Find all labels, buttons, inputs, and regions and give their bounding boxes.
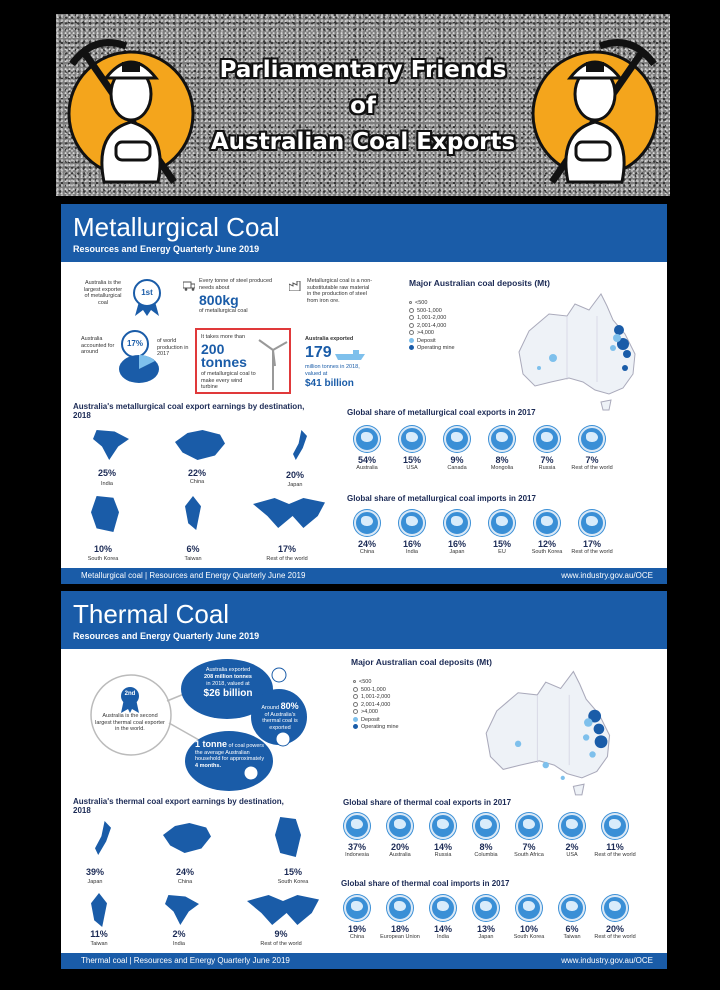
- largest-exporter-text: Australia is the largest exporter of metallurgical coal: [83, 280, 123, 306]
- globe-icon: [444, 426, 470, 452]
- thermal-title: Thermal Coal: [73, 599, 230, 629]
- legend-item: <500: [353, 679, 399, 687]
- share-name: India: [437, 934, 449, 940]
- globe-icon: [430, 813, 456, 839]
- thm-earn-name: Rest of the world: [260, 941, 302, 947]
- thermal-header: [61, 591, 667, 649]
- japan-shape: [95, 821, 111, 855]
- wind-post-text: of metallurgical coal to make every wind turbine: [201, 371, 256, 390]
- share-item: [568, 426, 616, 471]
- share-pct: 15%: [492, 539, 511, 549]
- thm-earn-pct: 11%: [90, 929, 108, 939]
- second-largest-text: Australia is the second largest thermal coal exporter in the world.: [95, 713, 165, 732]
- truck-icon: [183, 278, 195, 288]
- share-item: [505, 895, 553, 940]
- legend-item: >4,000: [353, 709, 399, 717]
- exported-bubble-line: in 2018, valued at: [206, 681, 250, 687]
- share-name: Australia: [356, 465, 378, 471]
- south-korea-shape: [91, 496, 119, 532]
- share-name: South Africa: [514, 852, 544, 858]
- share-pct: 7%: [540, 455, 554, 465]
- thermal-subtitle: Resources and Energy Quarterly June 2019: [73, 631, 260, 641]
- share-pct: 20%: [605, 924, 624, 934]
- thm-earnings-title: Australia's thermal coal export earnings by destination, 2018: [73, 797, 284, 815]
- thm-exports-title: Global share of thermal coal exports in 2017: [343, 798, 512, 807]
- share-pct: 24%: [357, 539, 376, 549]
- thm-earn-name: India: [173, 941, 185, 947]
- tonne-rest: of coal powers the average Australian household for approximately: [195, 743, 265, 762]
- share-item: [548, 895, 596, 940]
- tonne-big: 1 tonne: [195, 739, 228, 749]
- miner-logo-right: [528, 32, 662, 190]
- share-pct: 17%: [582, 539, 601, 549]
- first-place-rosette-icon: [131, 278, 163, 318]
- metallurgical-footer: [61, 568, 667, 584]
- rank-label: 2nd: [124, 691, 136, 697]
- around-pct: 80%: [280, 701, 299, 711]
- accounted-text: Australia accounted for around: [81, 336, 115, 355]
- tonne-bubble: [189, 741, 269, 769]
- share-pct: 16%: [402, 539, 421, 549]
- met-earn-name: China: [189, 479, 205, 485]
- share-name: Columbia: [474, 852, 498, 858]
- thm-earn-pct: 39%: [85, 867, 104, 877]
- exported-bubble: [187, 667, 269, 700]
- share-item: [376, 895, 424, 940]
- share-name: Mongolia: [490, 465, 514, 471]
- world-production-text: of world production in 2017: [157, 338, 189, 357]
- share-item: [478, 510, 526, 555]
- share-name: Taiwan: [563, 934, 581, 940]
- globe-icon: [399, 426, 425, 452]
- world-map-shape: [247, 895, 319, 925]
- legend-item: Deposit: [353, 717, 399, 725]
- japan-shape: [293, 430, 307, 460]
- thermal-panel: [61, 591, 667, 969]
- legend-item: 1,001-2,000: [353, 694, 399, 702]
- share-item: [478, 426, 526, 471]
- met-earn-name: India: [101, 481, 113, 487]
- share-pct: 8%: [495, 455, 509, 465]
- share-name: Rest of the world: [571, 465, 613, 471]
- exported-bubble-line: Australia exported: [205, 667, 251, 673]
- steel-sub: of metallurgical coal: [199, 308, 248, 314]
- share-pct: 14%: [433, 924, 452, 934]
- thermal-footer: [61, 953, 667, 969]
- taiwan-shape: [185, 496, 201, 530]
- legend-item: >4,000: [409, 330, 455, 338]
- factory-icon: [289, 278, 303, 288]
- non-substitutable-text: Metallurgical coal is a non-substitutable raw material in the production of steel from iron ore.: [307, 278, 373, 304]
- globe-icon: [579, 426, 605, 452]
- world-share-badge: 17%: [121, 330, 149, 358]
- share-pct: 2%: [565, 842, 579, 852]
- share-pct: 18%: [390, 924, 409, 934]
- exported-value: $41 billion: [305, 378, 354, 389]
- globe-icon: [444, 510, 470, 536]
- met-earn-pct: 25%: [97, 468, 116, 478]
- banner-title: [196, 52, 530, 160]
- legend-item: <500: [409, 300, 455, 308]
- globe-icon: [516, 813, 542, 839]
- globe-icon: [534, 426, 560, 452]
- share-pct: 16%: [447, 539, 466, 549]
- share-item: [343, 510, 391, 555]
- share-item: [523, 510, 571, 555]
- share-pct: 11%: [606, 842, 624, 852]
- met-earn-pct: 6%: [186, 544, 200, 554]
- australia-map: [475, 663, 625, 797]
- taiwan-shape: [91, 893, 107, 927]
- thm-earn-pct: 2%: [172, 929, 186, 939]
- banner-title-line3: Australian Coal Exports: [210, 129, 516, 155]
- legend-item: Operating mine: [409, 345, 455, 353]
- share-name: Russia: [538, 465, 556, 471]
- met-map-legend: [409, 300, 455, 353]
- met-earnings-title: Australia's metallurgical coal export earnings by destination, 2018: [73, 402, 305, 420]
- exported-number: 179: [305, 344, 332, 361]
- second-place-rosette-icon: [115, 685, 145, 713]
- share-pct: 10%: [519, 924, 538, 934]
- share-pct: 7%: [522, 842, 536, 852]
- met-imports-title: Global share of metallurgical coal imports in 2017: [347, 494, 536, 503]
- globe-icon: [602, 813, 628, 839]
- banner: [56, 14, 670, 196]
- share-item: [333, 895, 381, 940]
- share-pct: 20%: [390, 842, 409, 852]
- steel-kg: 800kg: [199, 292, 239, 308]
- met-map-title: Major Australian coal deposits (Mt): [409, 278, 550, 288]
- around-bubble: [257, 703, 303, 731]
- share-name: Indonesia: [345, 852, 369, 858]
- legend-item: 500-1,000: [353, 687, 399, 695]
- rank-label: 1st: [141, 288, 153, 297]
- globe-icon: [430, 895, 456, 921]
- banner-title-line1: Parliamentary Friends: [219, 57, 507, 83]
- globe-icon: [602, 895, 628, 921]
- share-name: Australia: [389, 852, 411, 858]
- share-item: [462, 813, 510, 858]
- globe-pie-icon: [117, 354, 161, 384]
- share-item: [591, 813, 639, 858]
- met-earn-pct: 20%: [285, 470, 304, 480]
- share-item: [433, 426, 481, 471]
- share-pct: 54%: [357, 455, 376, 465]
- metallurgical-title: Metallurgical Coal: [73, 212, 280, 242]
- legend-item: 500-1,000: [409, 308, 455, 316]
- share-name: USA: [566, 852, 578, 858]
- share-item: [376, 813, 424, 858]
- banner-title-line2: of: [350, 93, 376, 119]
- globe-icon: [489, 426, 515, 452]
- footer-left: Metallurgical coal | Resources and Energy Quarterly June 2019: [81, 571, 306, 580]
- share-item: [433, 510, 481, 555]
- globe-icon: [559, 813, 585, 839]
- thm-earn-pct: 9%: [274, 929, 288, 939]
- share-name: EU: [498, 549, 506, 555]
- thm-earn-name: Taiwan: [90, 941, 108, 947]
- globe-icon: [534, 510, 560, 536]
- globe-icon: [489, 510, 515, 536]
- met-earn-name: Rest of the world: [266, 556, 308, 562]
- share-name: China: [359, 549, 375, 555]
- exported-bubble-value: $26 billion: [203, 688, 253, 699]
- share-item: [591, 895, 639, 940]
- wind-pre-text: It takes more than: [201, 334, 246, 340]
- share-pct: 14%: [433, 842, 452, 852]
- share-item: [388, 426, 436, 471]
- legend-item: Operating mine: [353, 724, 399, 732]
- steel-text: Every tonne of steel produced needs about: [199, 278, 273, 291]
- share-name: South Korea: [531, 549, 563, 555]
- india-shape: [165, 895, 199, 925]
- share-item: [523, 426, 571, 471]
- met-earn-pct: 10%: [93, 544, 112, 554]
- share-pct: 9%: [450, 455, 464, 465]
- share-item: [419, 813, 467, 858]
- met-earn-pct: 22%: [187, 468, 206, 478]
- legend-item: Deposit: [409, 338, 455, 346]
- china-shape: [163, 823, 211, 853]
- share-pct: 7%: [585, 455, 599, 465]
- exported-sub: million tonnes in 2018, valued at: [305, 364, 360, 377]
- globe-icon: [473, 895, 499, 921]
- share-name: India: [406, 549, 418, 555]
- metallurgical-panel: [61, 204, 667, 584]
- globe-icon: [387, 895, 413, 921]
- legend-item: 2,001-4,000: [409, 323, 455, 331]
- australia-map: [509, 286, 649, 412]
- world-map-shape: [253, 498, 325, 528]
- share-item: [343, 426, 391, 471]
- metallurgical-header: [61, 204, 667, 262]
- met-earn-name: Japan: [287, 482, 303, 488]
- india-shape: [93, 430, 129, 460]
- globe-icon: [399, 510, 425, 536]
- met-earn-name: Taiwan: [184, 556, 202, 562]
- exported-bubble-tonnes: 208 million tonnes: [204, 674, 252, 680]
- thm-map-title: Major Australian coal deposits (Mt): [351, 657, 492, 667]
- south-korea-shape: [275, 817, 301, 857]
- share-pct: 13%: [476, 924, 495, 934]
- globe-icon: [344, 813, 370, 839]
- share-name: China: [349, 934, 365, 940]
- share-name: Russia: [434, 852, 452, 858]
- thm-imports-title: Global share of thermal coal imports in 2017: [341, 879, 510, 888]
- globe-icon: [344, 895, 370, 921]
- thm-earn-name: Japan: [87, 879, 103, 885]
- footer-link[interactable]: www.industry.gov.au/OCE: [561, 571, 653, 580]
- footer-link[interactable]: www.industry.gov.au/OCE: [561, 956, 653, 965]
- globe-icon: [354, 426, 380, 452]
- share-pct: 12%: [537, 539, 556, 549]
- met-exports-title: Global share of metallurgical coal exports in 2017: [347, 408, 536, 417]
- around-label: Around: [261, 705, 280, 711]
- share-item: [419, 895, 467, 940]
- exported-label: Australia exported: [305, 336, 354, 342]
- globe-icon: [516, 895, 542, 921]
- legend-item: 1,001-2,000: [409, 315, 455, 323]
- china-shape: [175, 430, 225, 460]
- thm-earn-name: South Korea: [277, 879, 309, 885]
- globe-icon: [387, 813, 413, 839]
- globe-icon: [473, 813, 499, 839]
- around-sub: of Australia's thermal coal is exported: [262, 711, 298, 731]
- share-item: [462, 895, 510, 940]
- globe-icon: [559, 895, 585, 921]
- wind-tonnes-number: 200: [201, 341, 225, 357]
- share-pct: 19%: [347, 924, 366, 934]
- met-earn-pct: 17%: [277, 544, 296, 554]
- share-name: Rest of the world: [571, 549, 613, 555]
- share-name: European Union: [380, 934, 420, 940]
- share-item: [388, 510, 436, 555]
- globe-icon: [579, 510, 605, 536]
- met-earn-name: South Korea: [87, 556, 119, 562]
- footer-left: Thermal coal | Resources and Energy Quarterly June 2019: [81, 956, 290, 965]
- share-item: [548, 813, 596, 858]
- share-pct: 37%: [347, 842, 366, 852]
- share-item: [505, 813, 553, 858]
- legend-item: 2,001-4,000: [353, 702, 399, 710]
- share-pct: 15%: [402, 455, 421, 465]
- share-pct: 8%: [479, 842, 493, 852]
- tonne-months: 4 months.: [195, 762, 221, 769]
- wind-tonnes-unit: tonnes: [201, 354, 247, 370]
- thm-map-legend: [353, 679, 399, 732]
- miner-logo-left: [64, 32, 198, 190]
- share-name: Rest of the world: [594, 934, 636, 940]
- ship-icon: [335, 350, 365, 360]
- thm-earn-name: China: [177, 879, 193, 885]
- wind-turbine-icon: [257, 334, 289, 392]
- share-name: Canada: [447, 465, 467, 471]
- share-item: [568, 510, 616, 555]
- share-item: [333, 813, 381, 858]
- metallurgical-subtitle: Resources and Energy Quarterly June 2019: [73, 244, 260, 254]
- share-name: Rest of the world: [594, 852, 636, 858]
- share-name: USA: [406, 465, 418, 471]
- thm-earn-pct: 15%: [283, 867, 302, 877]
- share-name: Japan: [478, 934, 494, 940]
- share-name: Japan: [449, 549, 465, 555]
- thm-earn-pct: 24%: [175, 867, 194, 877]
- globe-icon: [354, 510, 380, 536]
- share-pct: 6%: [565, 924, 579, 934]
- share-name: South Korea: [513, 934, 545, 940]
